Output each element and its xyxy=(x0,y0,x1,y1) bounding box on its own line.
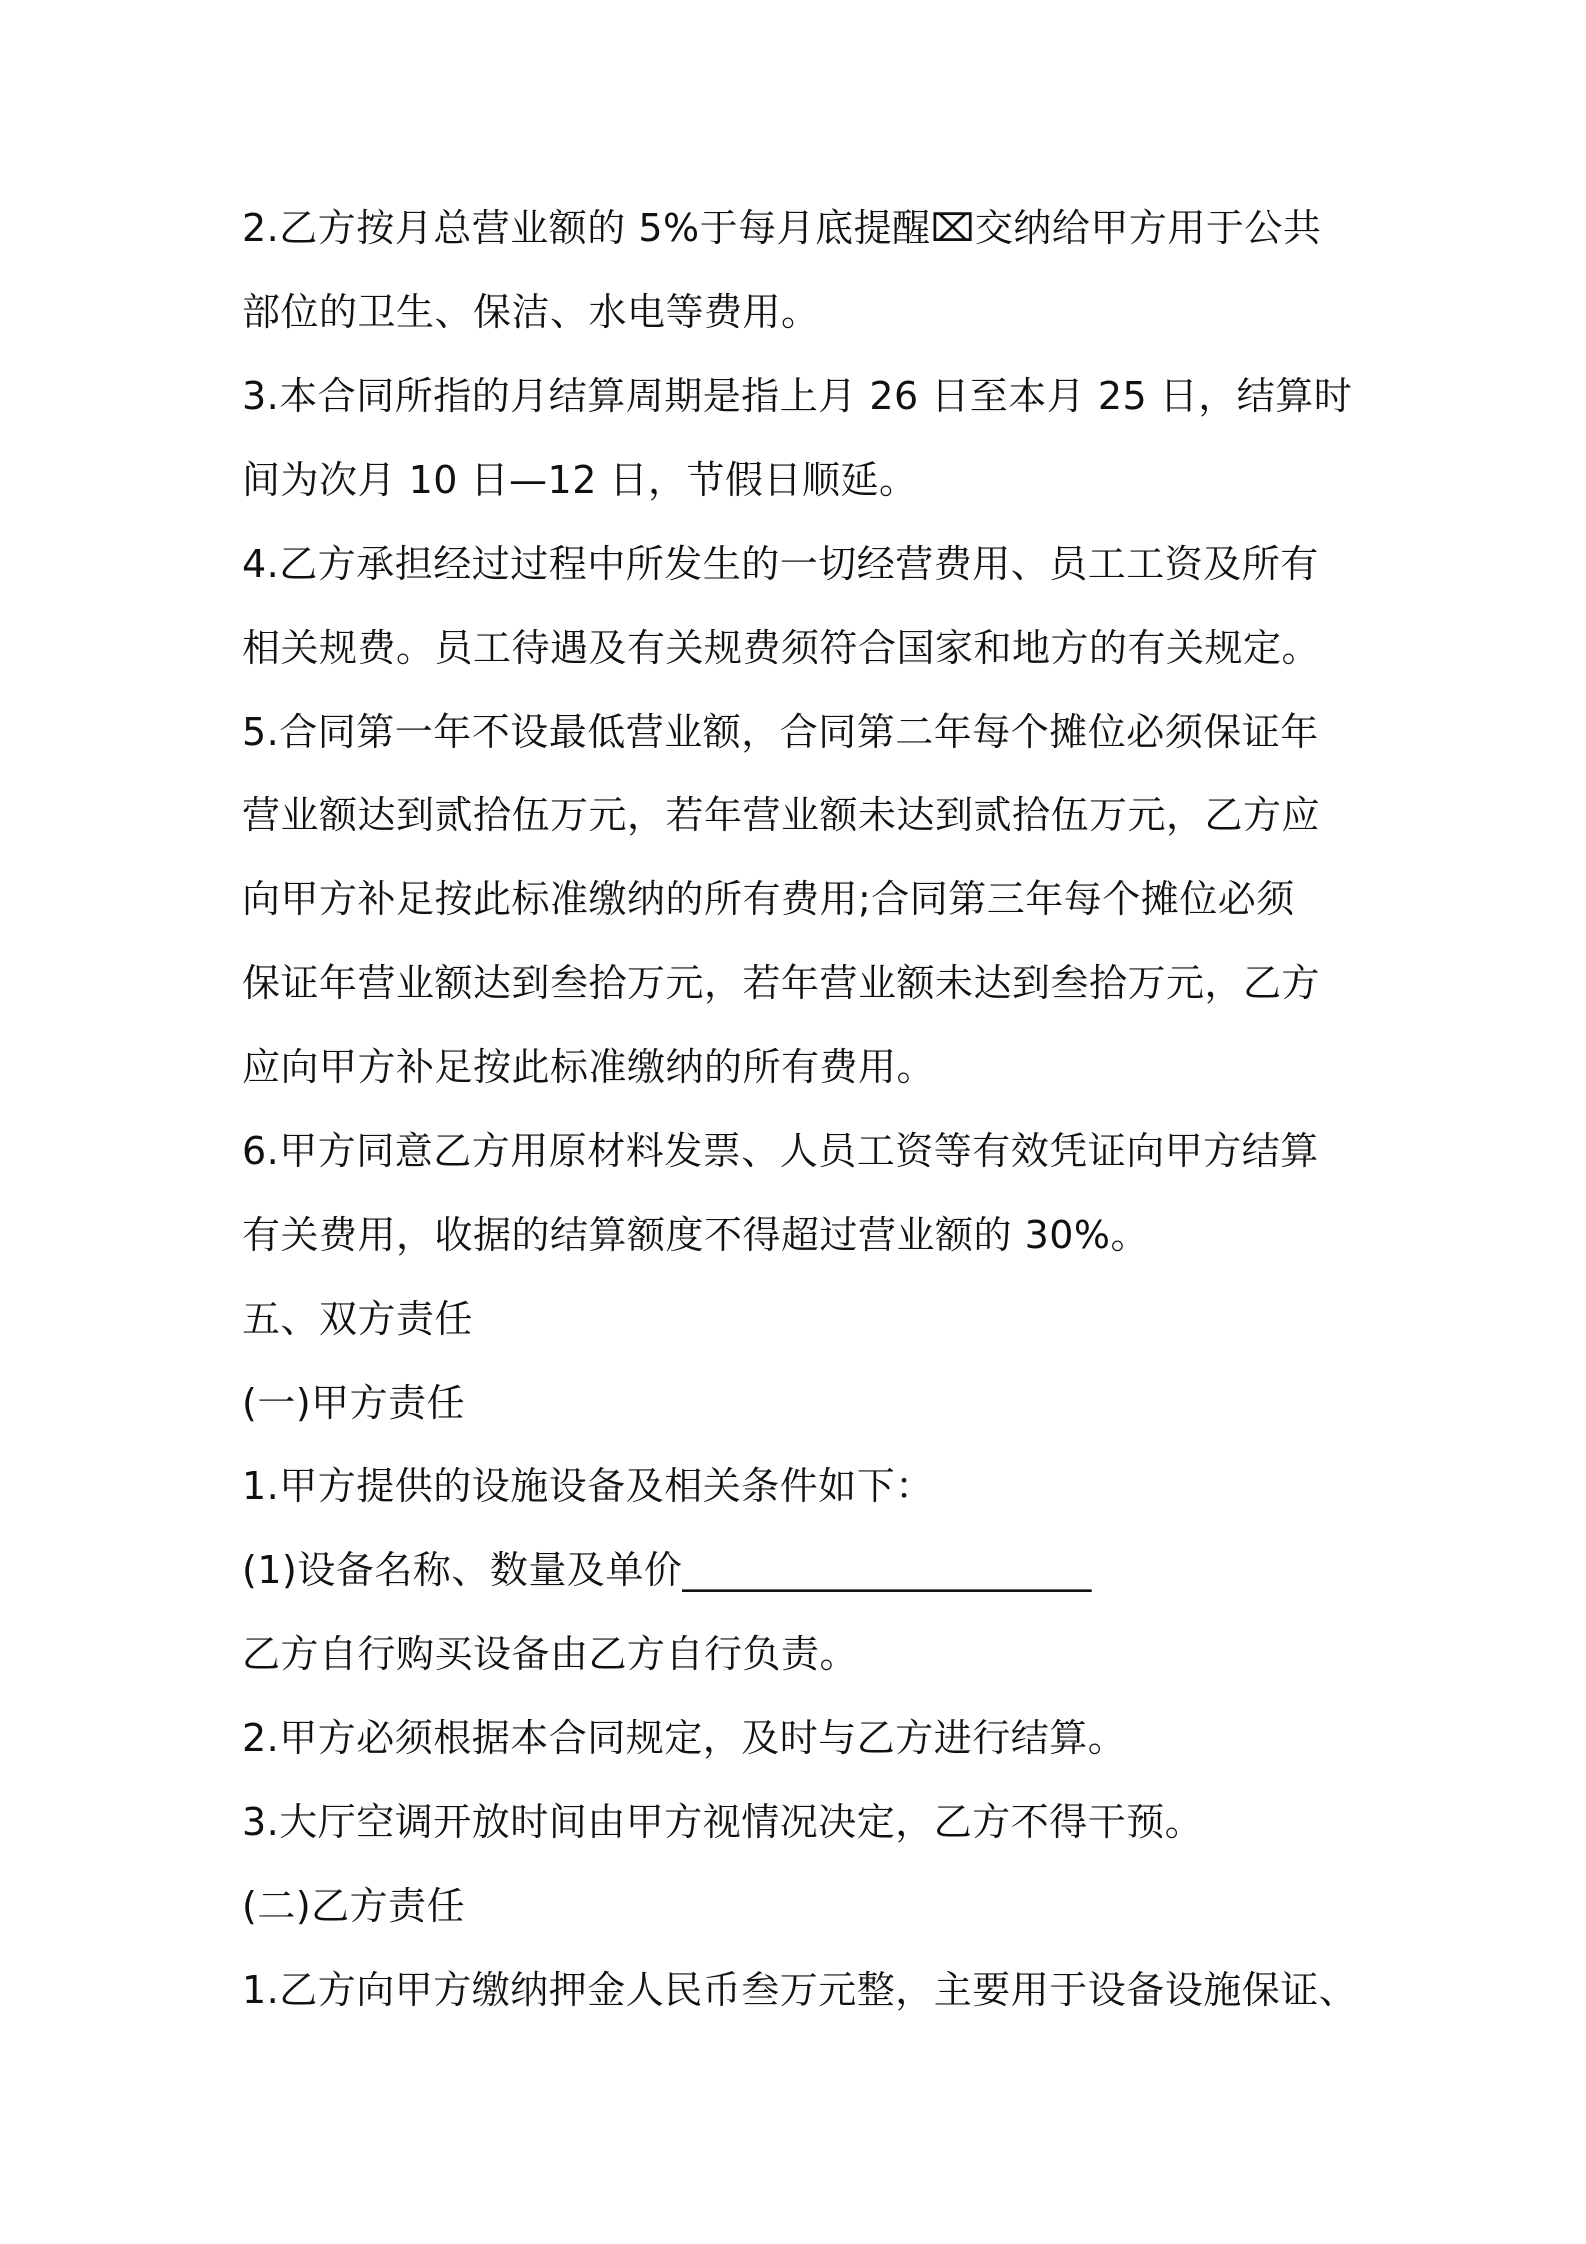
section-heading: 五、双方责任 xyxy=(242,1297,474,1341)
subsection-heading-party-b: (二)乙方责任 xyxy=(242,1884,466,1928)
clause-3-line-1: 3.本合同所指的月结算周期是指上月 26 日至本月 25 日，结算时 xyxy=(242,374,1353,418)
clause-2-line-2: 部位的卫生、保洁、水电等费用。 xyxy=(242,290,820,334)
party-a-item-2: 2.甲方必须根据本合同规定，及时与乙方进行结算。 xyxy=(242,1716,1127,1760)
party-a-item-1-sub-1: (1)设备名称、数量及单价_____________________ xyxy=(242,1548,1092,1592)
clause-6-line-1: 6.甲方同意乙方用原材料发票、人员工资等有效凭证向甲方结算 xyxy=(242,1129,1319,1173)
party-a-item-1: 1.甲方提供的设施设备及相关条件如下： xyxy=(242,1464,934,1508)
clause-2-line-1: 2.乙方按月总营业额的 5%于每月底提醒⌧交纳给甲方用于公共 xyxy=(242,206,1322,250)
clause-4-line-1: 4.乙方承担经过过程中所发生的一切经营费用、员工工资及所有 xyxy=(242,542,1319,586)
clause-5-line-5: 应向甲方补足按此标准缴纳的所有费用。 xyxy=(242,1045,936,1089)
subsection-heading-party-a: (一)甲方责任 xyxy=(242,1381,466,1425)
clause-5-line-3: 向甲方补足按此标准缴纳的所有费用;合同第三年每个摊位必须 xyxy=(242,877,1295,921)
clause-5-line-1: 5.合同第一年不设最低营业额，合同第二年每个摊位必须保证年 xyxy=(242,710,1319,754)
clause-3-line-2: 间为次月 10 日—12 日，节假日顺延。 xyxy=(242,458,918,502)
party-a-item-3: 3.大厅空调开放时间由甲方视情况决定，乙方不得干预。 xyxy=(242,1800,1204,1844)
party-b-item-1: 1.乙方向甲方缴纳押金人民币叁万元整，主要用于设备设施保证、 xyxy=(242,1968,1358,2012)
clause-5-line-2: 营业额达到贰拾伍万元，若年营业额未达到贰拾伍万元，乙方应 xyxy=(242,793,1321,837)
party-a-item-1-note: 乙方自行购买设备由乙方自行负责。 xyxy=(242,1632,859,1676)
clause-5-line-4: 保证年营业额达到叁拾万元，若年营业额未达到叁拾万元，乙方 xyxy=(242,961,1321,1005)
clause-6-line-2: 有关费用，收据的结算额度不得超过营业额的 30%。 xyxy=(242,1213,1150,1257)
clause-4-line-2: 相关规费。员工待遇及有关规费须符合国家和地方的有关规定。 xyxy=(242,626,1321,670)
